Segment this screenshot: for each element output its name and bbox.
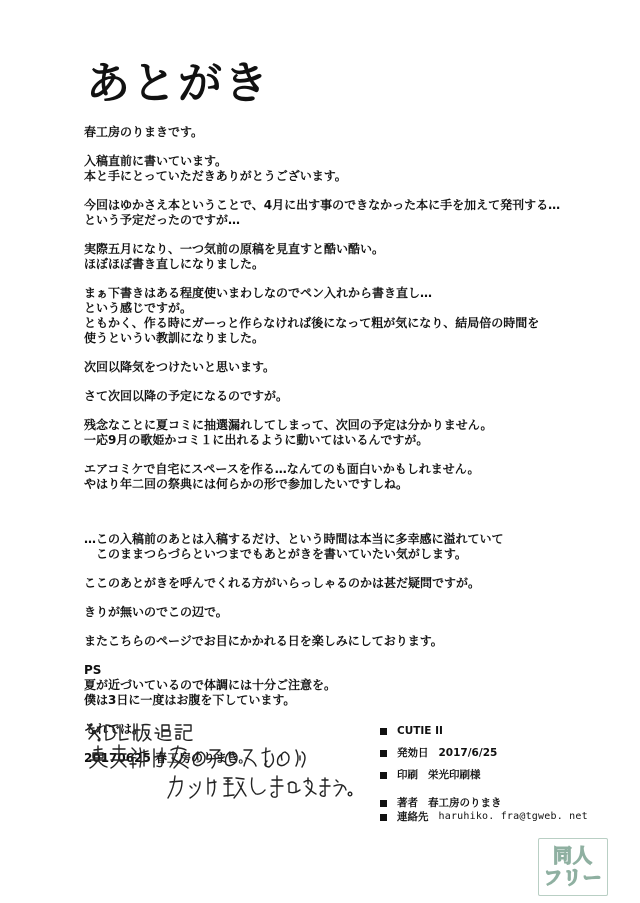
paragraph-line: まぁ下書きはある程度使いまわしなのでペン入れから書き直し… (84, 286, 433, 300)
page-title: あとがき (86, 58, 270, 109)
paragraph-line: ともかく、作る時にガーっと作らなければ後になって粗が気になり、結局倍の時間を (84, 316, 540, 330)
paragraph-line: という予定だったのですが… (84, 213, 241, 227)
paragraph-line: やはり年二回の祭典には何らかの形で参加したいですしね。 (84, 477, 409, 491)
paragraph (84, 125, 604, 140)
paragraph-line: 使うというい教訓になりました。 (84, 331, 265, 345)
paragraph-line: 実際五月になり、一つ気前の原稿を見直すと酷い酷い。 (84, 242, 385, 256)
contact-label: 連絡先 (397, 811, 429, 823)
paragraph (84, 462, 604, 492)
paragraph-line: それでは。 (84, 722, 145, 736)
bullet-square-icon (380, 728, 387, 735)
paragraph-line: きりが無いのでこの辺で。 (84, 605, 228, 619)
paragraph-line: 本と手にとっていただきありがとうございます。 (84, 169, 347, 183)
stamp-line-bottom: フリー (543, 867, 603, 889)
doujin-free-stamp (538, 838, 608, 896)
paragraph (84, 242, 604, 272)
bullet-square-icon (380, 772, 387, 779)
date-label: 発効日 (397, 747, 429, 759)
printer-value: 栄光印刷様 (428, 769, 481, 781)
paragraph (84, 532, 604, 562)
handwritten-note (86, 720, 386, 810)
bullet-square-icon (380, 800, 387, 807)
paragraph (84, 634, 604, 649)
handwritten-note-drawing (86, 720, 386, 810)
colophon-title-row (380, 724, 630, 738)
stamp-line-top: 同人 (552, 845, 593, 867)
colophon-printer-row (380, 768, 630, 782)
paragraph-line: 一応9月の歌姫かコミ１に出れるように動いてはいるんですが。 (84, 433, 429, 447)
paragraph-line: 残念なことに夏コミに抽選漏れしてしまって、次回の予定は分かりません。 (84, 418, 493, 432)
author-label: 著者 (397, 797, 418, 809)
contact-value: haruhiko. fra@tgweb. net (438, 811, 588, 822)
paragraph-line: さて次回以降の予定になるのですが。 (84, 389, 289, 403)
paragraph (84, 576, 604, 591)
afterword-body (84, 125, 604, 780)
paragraph (84, 663, 604, 708)
paragraph (84, 605, 604, 620)
paragraph-line: 夏が近づいているので体調には十分ご注意を。 (84, 678, 337, 692)
paragraph-line: 入稿直前に書いています。 (84, 154, 228, 168)
paragraph (84, 154, 604, 184)
colophon-date-row (380, 746, 630, 760)
paragraph-line: 今回はゆかさえ本ということで、4月に出す事のできなかった本に手を加えて発刊する… (84, 198, 561, 212)
paragraph-line: PS (84, 663, 102, 677)
paragraph-line: このままつらづらといつまでもあとがきを書いていたい気がします。 (84, 547, 467, 561)
colophon-author-row (380, 796, 630, 810)
paragraph-line: という感じですが。 (84, 301, 193, 315)
paragraph (84, 418, 604, 448)
paragraph-line: 次回以降気をつけたいと思います。 (84, 360, 276, 374)
paragraph-line: 20170625 春工房のりまき。 (84, 751, 251, 765)
paragraph-line: ほぼほぼ書き直しになりました。 (84, 257, 265, 271)
author-value: 春工房のりまき (428, 797, 502, 809)
paragraph (84, 198, 604, 228)
paragraph-line: ここのあとがきを呼んでくれる方がいらっしゃるのかは甚だ疑問ですが。 (84, 576, 481, 590)
printer-label: 印刷 (397, 769, 418, 781)
paragraph-line: …この入稿前のあとは入稿するだけ、という時間は本当に多幸感に溢れていて (84, 532, 504, 546)
paragraph-line: またこちらのページでお目にかかれる日を楽しみにしております。 (84, 634, 443, 648)
bullet-square-icon (380, 750, 387, 757)
paragraph-line: 僕は3日に一度はお腹を下しています。 (84, 693, 296, 707)
colophon-contact-row (380, 810, 630, 824)
paragraph (84, 286, 604, 346)
paragraph (84, 360, 604, 375)
paragraph-line: エアコミケで自宅にスペースを作る…なんてのも面白いかもしれません。 (84, 462, 480, 476)
bullet-square-icon (380, 814, 387, 821)
date-value: 2017/6/25 (438, 747, 498, 759)
book-title: CUTIE II (397, 725, 443, 737)
paragraph (84, 389, 604, 404)
colophon (380, 724, 630, 824)
paragraph-line: 春工房のりまきです。 (84, 125, 204, 139)
